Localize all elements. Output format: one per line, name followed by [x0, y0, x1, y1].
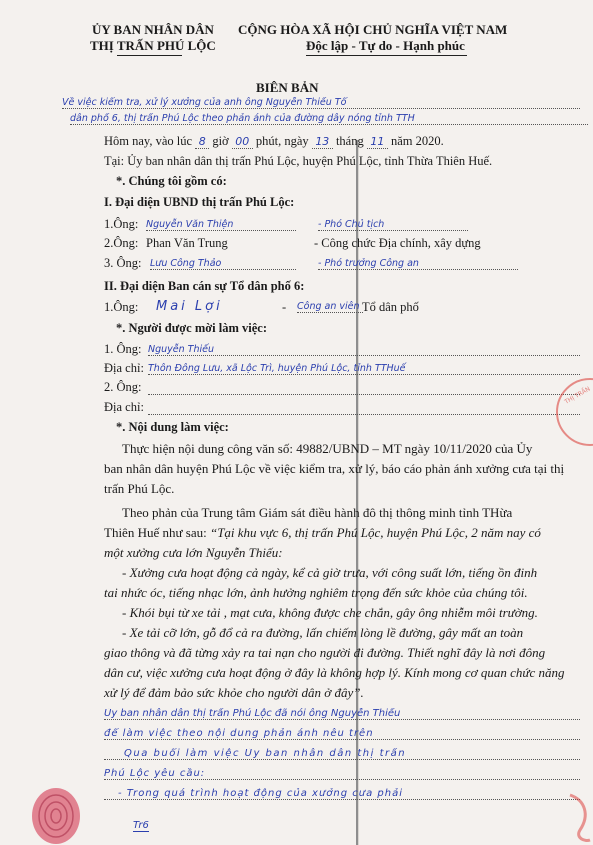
invited-2-name — [148, 382, 580, 395]
member-2-role: - Công chức Địa chính, xây dựng — [314, 236, 481, 250]
fingerprint-mark — [28, 780, 88, 845]
agency-name-line1: ỦY BAN NHÂN DÂN — [92, 22, 214, 37]
section-content-heading: *. Nội dung làm việc: — [116, 420, 229, 434]
section-I-heading: I. Đại diện UBND thị trấn Phú Lộc: — [104, 195, 295, 209]
document-title: BIÊN BẢN — [256, 80, 319, 95]
invited-2-address-label: Địa chỉ: — [104, 400, 144, 414]
agency-name-line2: THỊ TRẤN PHÚ LỘC — [90, 38, 216, 53]
initials-mark: Tr6 — [133, 820, 149, 831]
red-ink-mark — [560, 790, 593, 845]
hour-value: 8 — [198, 135, 206, 148]
handwritten-line-4: Phú Lộc yêu cầu: — [104, 768, 580, 780]
invited-2-label: 2. Ông: — [104, 380, 142, 394]
member-3-name: Lưu Công Thảo — [150, 258, 296, 270]
minute-label: phút, ngày — [255, 134, 309, 148]
handwritten-line-1: Ủy ban nhân dân thị trấn Phú Lộc đã nói ông Nguyễn Thiếu — [104, 708, 580, 720]
bullet-1-line2: tai nhức óc, tiếng nhạc lớn, ảnh hưởng nghiêm trọng đến sức khỏe của chúng tôi. — [104, 585, 528, 600]
body-p1-line1: Thực hiện nội dung công văn số: 49882/UBND – MT ngày 10/11/2020 của Ủy — [122, 441, 533, 456]
section-II-heading: II. Đại diện Ban cán sự Tổ dân phố 6: — [104, 279, 305, 293]
seal-lettering — [560, 382, 593, 442]
handwritten-line-3: Qua buổi làm việc Ủy ban nhân dân thị trấn — [104, 748, 580, 760]
handwritten-line-2: để làm việc theo nội dung phản ánh nêu trên — [104, 728, 580, 740]
invited-1-name: Nguyễn Thiếu — [148, 344, 580, 356]
body-p2-line2-quote: “Tại khu vực 6, thị trấn Phú Lộc, huyện Phú Lộc, 2 năm nay có — [209, 525, 541, 540]
section-members-heading: *. Chúng tôi gồm có: — [116, 174, 227, 188]
month-value: 11 — [370, 135, 385, 148]
member-II-role-tail: Tổ dân phố — [362, 300, 419, 314]
member-3-role: - Phó trưởng Công an — [318, 258, 518, 270]
body-p2-line3: một xưởng cưa lớn Nguyễn Thiếu: — [104, 545, 283, 560]
member-3-label: 3. Ông: — [104, 256, 142, 270]
handwritten-line-5: - Trong quá trình hoạt động của xưởng cưa phải — [104, 788, 580, 800]
member-1-label: 1.Ông: — [104, 217, 139, 231]
meeting-location: Tại: Ủy ban nhân dân thị trấn Phú Lộc, huyện Phú Lộc, tỉnh Thừa Thiên Huế. — [104, 154, 493, 168]
member-1-name: Nguyễn Văn Thiện — [146, 219, 296, 231]
member-2-label: 2.Ông: — [104, 236, 139, 250]
body-p2-line2 — [104, 525, 541, 541]
invited-1-address-label: Địa chỉ: — [104, 361, 144, 375]
agency-underline — [117, 55, 182, 56]
invited-1-label: 1. Ông: — [104, 342, 142, 356]
body-p2-line1: Theo phản của Trung tâm Giám sát điều hành đô thị thông minh tỉnh THừa — [122, 505, 513, 520]
month-label: tháng — [335, 134, 364, 148]
bullet-3-line1: - Xe tải cỡ lớn, gỗ đổ cả ra đường, lấn chiếm lòng lề đường, gây mất an toàn — [122, 625, 524, 640]
bullet-2: - Khói bụi từ xe tải , mạt cưa, không được che chắn, gây ông nhiễm môi trường. — [122, 605, 538, 620]
body-p2-line2-plain: Thiên Huế như sau: — [104, 525, 210, 540]
year-label: năm 2020. — [390, 134, 444, 148]
member-2-name: Phan Văn Trung — [146, 236, 228, 250]
hour-label: giờ — [212, 134, 229, 148]
bullet-1-line1: - Xưởng cưa hoạt động cả ngày, kể cả giờ trưa, với công suất lớn, tiếng ồn đinh — [122, 565, 538, 580]
motto-underline — [306, 55, 467, 56]
svg-text:THỊ TRẤN: THỊ TRẤN — [563, 385, 592, 406]
member-II-dash: - — [282, 300, 287, 314]
time-prefix: Hôm nay, vào lúc — [104, 134, 193, 148]
member-1-role: - Phó Chủ tịch — [318, 219, 468, 231]
bullet-3-line2: giao thông và đã từng xảy ra tai nạn cho người đi đường. Thiết nghĩ đây là nơi đông — [104, 645, 546, 660]
day-value: 13 — [315, 135, 330, 148]
member-II-role-handwritten: Công an viên — [297, 301, 363, 313]
subject-line-2: dân phố 6, thị trấn Phú Lộc theo phản ánh của đường dây nóng tỉnh TTH — [70, 113, 588, 125]
subject-line-1: Về việc kiểm tra, xử lý xưởng của anh ông Nguyễn Thiếu Tổ — [62, 97, 580, 109]
member-II-name: Mai Lợi — [156, 299, 223, 314]
member-II-label: 1.Ông: — [104, 300, 139, 314]
invited-2-address — [148, 402, 580, 415]
national-motto: Độc lập - Tự do - Hạnh phúc — [306, 38, 465, 53]
section-invited-heading: *. Người được mời làm việc: — [116, 321, 268, 335]
body-p1-line3: trấn Phú Lộc. — [104, 481, 175, 496]
national-title: CỘNG HÒA XÃ HỘI CHỦ NGHĨA VIỆT NAM — [238, 22, 508, 37]
bullet-3-line3: dân cư, việc xưởng cưa hoạt động ở đây là không hợp lý. Kính mong cơ quan chức năng — [104, 665, 565, 680]
red-seal-stamp — [556, 378, 593, 446]
minute-value: 00 — [235, 135, 250, 148]
invited-1-address: Thôn Đông Lưu, xã Lộc Trì, huyện Phú Lộc, tỉnh TTHuế — [148, 363, 580, 375]
meeting-time — [104, 134, 444, 149]
bullet-3-line4: xử lý để đảm bảo sức khỏe cho người dân ở đây”. — [104, 685, 364, 700]
body-p1-line2: ban nhân dân huyện Phú Lộc về việc kiểm tra, xử lý, báo cáo phản ánh xưởng cưa tại thị — [104, 461, 565, 476]
